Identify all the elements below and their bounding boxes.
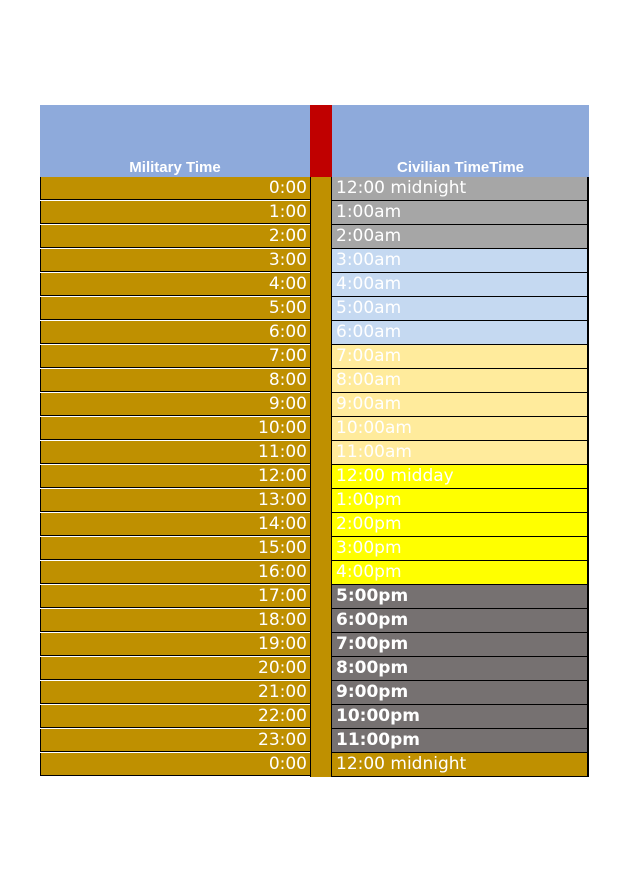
table-row (40, 369, 589, 393)
table-row (40, 273, 589, 297)
military-time-cell: 2:00 (40, 225, 310, 248)
military-time-cell: 4:00 (40, 273, 310, 296)
military-time-cell: 14:00 (40, 513, 310, 536)
military-time-cell: 17:00 (40, 585, 310, 608)
military-time-cell: 3:00 (40, 249, 310, 272)
table-row (40, 537, 589, 561)
separator-cell (310, 393, 332, 417)
civilian-time-cell: 9:00am (332, 393, 589, 417)
civilian-time-cell: 3:00pm (332, 537, 589, 561)
table-row (40, 201, 589, 225)
separator-cell (310, 633, 332, 657)
table-row (40, 681, 589, 705)
civilian-time-cell: 9:00pm (332, 681, 589, 705)
table-row (40, 417, 589, 441)
military-header-cell (40, 105, 310, 177)
separator-cell (310, 297, 332, 321)
separator-cell (310, 177, 332, 201)
military-time-cell: 6:00 (40, 321, 310, 344)
table-header (40, 105, 589, 177)
military-time-cell: 8:00 (40, 369, 310, 392)
civilian-time-cell: 7:00pm (332, 633, 589, 657)
table-row (40, 609, 589, 633)
civilian-time-cell: 6:00pm (332, 609, 589, 633)
table-row (40, 561, 589, 585)
military-time-cell: 0:00 (40, 177, 310, 200)
table-row (40, 177, 589, 201)
table-row (40, 513, 589, 537)
separator-cell (310, 537, 332, 561)
military-time-cell: 9:00 (40, 393, 310, 416)
table-row (40, 705, 589, 729)
table-row (40, 393, 589, 417)
military-time-cell: 15:00 (40, 537, 310, 560)
separator-cell (310, 225, 332, 249)
separator-cell (310, 441, 332, 465)
civilian-time-cell: 12:00 midday (332, 465, 589, 489)
separator-cell (310, 705, 332, 729)
table-body (40, 177, 589, 777)
military-time-cell: 11:00 (40, 441, 310, 464)
separator-cell (310, 609, 332, 633)
military-time-cell: 1:00 (40, 201, 310, 224)
table-row (40, 729, 589, 753)
civilian-time-cell: 7:00am (332, 345, 589, 369)
military-time-cell: 13:00 (40, 489, 310, 512)
military-time-cell: 22:00 (40, 705, 310, 728)
table-row (40, 465, 589, 489)
separator-cell (310, 489, 332, 513)
civilian-time-cell: 5:00pm (332, 585, 589, 609)
separator-cell (310, 417, 332, 441)
separator-cell (310, 585, 332, 609)
table-row (40, 585, 589, 609)
military-time-heading: Military Time (129, 159, 221, 176)
separator-cell (310, 729, 332, 753)
civilian-time-cell: 6:00am (332, 321, 589, 345)
military-time-cell: 19:00 (40, 633, 310, 656)
civilian-time-cell: 1:00am (332, 201, 589, 225)
military-time-cell: 18:00 (40, 609, 310, 632)
civilian-time-cell: 1:00pm (332, 489, 589, 513)
civilian-header-cell (332, 105, 589, 177)
separator-cell (310, 465, 332, 489)
civilian-time-cell: 10:00am (332, 417, 589, 441)
civilian-time-cell: 3:00am (332, 249, 589, 273)
civilian-time-cell: 2:00pm (332, 513, 589, 537)
civilian-time-cell: 12:00 midnight (332, 753, 589, 777)
table-row (40, 657, 589, 681)
separator-cell (310, 561, 332, 585)
civilian-time-cell: 11:00pm (332, 729, 589, 753)
civilian-time-cell: 4:00am (332, 273, 589, 297)
military-time-cell: 5:00 (40, 297, 310, 320)
table-row (40, 321, 589, 345)
table-row (40, 249, 589, 273)
separator-cell (310, 681, 332, 705)
civilian-time-cell: 2:00am (332, 225, 589, 249)
civilian-time-cell: 8:00pm (332, 657, 589, 681)
military-time-cell: 7:00 (40, 345, 310, 368)
table-row (40, 345, 589, 369)
civilian-time-cell: 4:00pm (332, 561, 589, 585)
table-row (40, 441, 589, 465)
table-row (40, 489, 589, 513)
table-row (40, 297, 589, 321)
separator-cell (310, 249, 332, 273)
time-conversion-table (40, 105, 589, 777)
military-time-cell: 0:00 (40, 753, 310, 776)
separator-cell (310, 657, 332, 681)
military-time-cell: 16:00 (40, 561, 310, 584)
separator-cell (310, 345, 332, 369)
table-row (40, 753, 589, 777)
civilian-time-cell: 5:00am (332, 297, 589, 321)
military-time-cell: 20:00 (40, 657, 310, 680)
military-time-cell: 12:00 (40, 465, 310, 488)
separator-cell (310, 201, 332, 225)
civilian-time-cell: 12:00 midnight (332, 177, 589, 201)
separator-header-cell (310, 105, 332, 177)
civilian-time-cell: 11:00am (332, 441, 589, 465)
separator-cell (310, 513, 332, 537)
table-row (40, 225, 589, 249)
civilian-time-cell: 8:00am (332, 369, 589, 393)
military-time-cell: 21:00 (40, 681, 310, 704)
separator-cell (310, 369, 332, 393)
military-time-cell: 10:00 (40, 417, 310, 440)
separator-cell (310, 753, 332, 777)
separator-cell (310, 321, 332, 345)
civilian-time-cell: 10:00pm (332, 705, 589, 729)
civilian-time-heading: Civilian TimeTime (397, 159, 524, 176)
separator-cell (310, 273, 332, 297)
table-row (40, 633, 589, 657)
military-time-cell: 23:00 (40, 729, 310, 752)
